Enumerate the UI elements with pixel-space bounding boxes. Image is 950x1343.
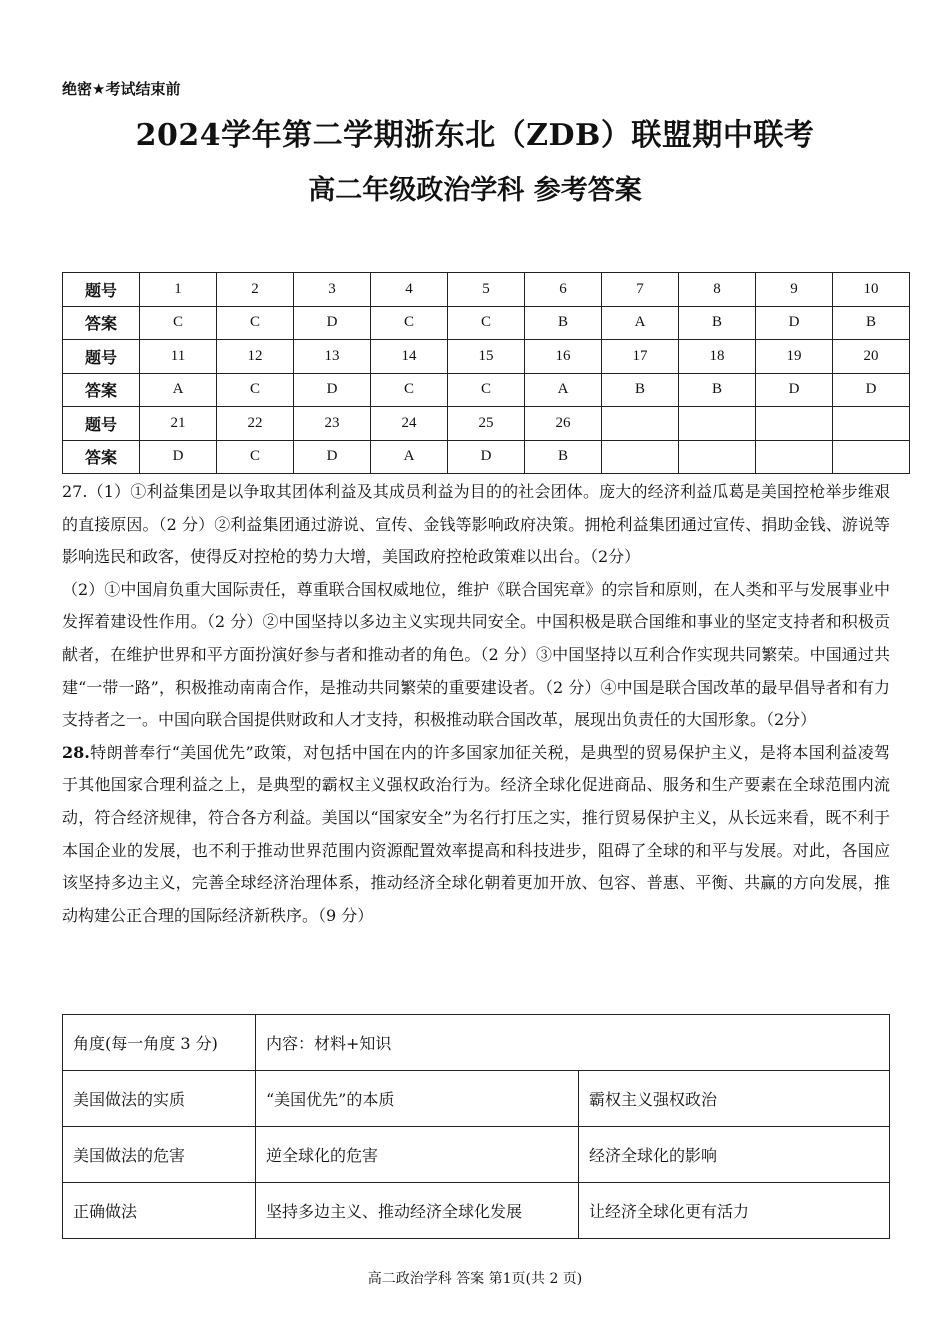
answer-cell: D xyxy=(294,440,371,474)
answer-cell: C xyxy=(217,373,294,407)
scoring-knowledge: 经济全球化的影响 xyxy=(579,1127,890,1183)
answer-cell: B xyxy=(602,373,679,407)
scoring-angle: 正确做法 xyxy=(63,1183,256,1239)
page-footer: 高二政治学科 答案 第1页(共 2 页) xyxy=(367,1271,583,1287)
question-number-cell: 22 xyxy=(217,407,294,441)
question-number-cell: 25 xyxy=(448,407,525,441)
answer-cell: C xyxy=(371,306,448,340)
question-number-cell xyxy=(756,407,833,441)
question-number-cell: 16 xyxy=(525,340,602,374)
question-number-cell: 2 xyxy=(217,273,294,307)
question-number-cell: 4 xyxy=(371,273,448,307)
question-number-cell: 12 xyxy=(217,340,294,374)
answer-cell: A xyxy=(140,373,217,407)
question-number-cell: 13 xyxy=(294,340,371,374)
answer-cell: B xyxy=(525,440,602,474)
scoring-material: “美国优先”的本质 xyxy=(256,1071,579,1127)
answer-cell: C xyxy=(448,373,525,407)
scoring-material: 逆全球化的危害 xyxy=(256,1127,579,1183)
answer-cell: D xyxy=(448,440,525,474)
exam-subtitle: 高二年级政治学科 参考答案 xyxy=(308,175,642,206)
question-number-cell: 7 xyxy=(602,273,679,307)
answer-row xyxy=(63,373,910,407)
answer-cell: D xyxy=(140,440,217,474)
answer-cell: C xyxy=(217,440,294,474)
answer-cell xyxy=(602,440,679,474)
question-number-cell xyxy=(679,407,756,441)
question-number-label: 题号 xyxy=(63,340,140,374)
question-number-cell: 1 xyxy=(140,273,217,307)
question-number-cell: 3 xyxy=(294,273,371,307)
question-number-row xyxy=(63,273,910,307)
scoring-knowledge: 让经济全球化更有活力 xyxy=(579,1183,890,1239)
question-number-cell: 20 xyxy=(833,340,910,374)
table-row xyxy=(63,1071,890,1127)
answer-cell: D xyxy=(756,373,833,407)
answer-cell xyxy=(679,440,756,474)
answer-label: 答案 xyxy=(63,306,140,340)
q28-text: 特朗普奉行“美国优先”政策，对包括中国在内的许多国家加征关税，是典型的贸易保护主义，是将本国利益凌驾于其他国家合理利益之上，是典型的霸权主义强权政治行为。经济全球化促进商品、服务和生产要素在全球范围内流动，符合经济规律，符合各方利益。美国以“国家安全”为名行打压之实，推行贸易保护主义，从长远来看，既不利于本国企业的发展，也不利于推动世界范围内资源配置效率提高和科技进步，阻碍了全球的和平与发展。对此，各国应该坚持多边主义，完善全球经济治理体系，推动经济全球化朝着更加开放、包容、普惠、平衡、共赢的方向发展，推动构建公正合理的国际经济新秩序。（9 分） xyxy=(62,742,890,925)
scoring-material: 坚持多边主义、推动经济全球化发展 xyxy=(256,1183,579,1239)
question-number-row xyxy=(63,340,910,374)
answer-cell: C xyxy=(217,306,294,340)
question-number-cell: 15 xyxy=(448,340,525,374)
answer-cell xyxy=(833,440,910,474)
answer-label: 答案 xyxy=(63,373,140,407)
answer-label: 答案 xyxy=(63,440,140,474)
scoring-header-content: 内容：材料+知识 xyxy=(256,1015,890,1071)
question-number-label: 题号 xyxy=(63,273,140,307)
answer-cell: D xyxy=(294,306,371,340)
question-number-cell: 21 xyxy=(140,407,217,441)
confidential-label: 绝密★考试结束前 xyxy=(62,80,181,98)
answer-cell: C xyxy=(371,373,448,407)
answer-row xyxy=(63,440,910,474)
table-row xyxy=(63,1183,890,1239)
answer-row xyxy=(63,306,910,340)
answer-cell: D xyxy=(833,373,910,407)
answer-cell: D xyxy=(756,306,833,340)
question-number-label: 题号 xyxy=(63,407,140,441)
scoring-angle: 美国做法的实质 xyxy=(63,1071,256,1127)
question-number-cell: 19 xyxy=(756,340,833,374)
question-number-cell: 9 xyxy=(756,273,833,307)
question-27 xyxy=(62,476,890,932)
question-number-cell: 14 xyxy=(371,340,448,374)
exam-title: 2024学年第二学期浙东北（ZDB）联盟期中联考 xyxy=(135,118,815,153)
q28-number: 28. xyxy=(62,742,90,762)
answer-cell: B xyxy=(679,306,756,340)
scoring-header-angle: 角度(每一角度 3 分) xyxy=(63,1015,256,1071)
answer-table xyxy=(62,272,910,474)
scoring-header-row xyxy=(63,1015,890,1071)
question-number-cell: 24 xyxy=(371,407,448,441)
answer-cell: A xyxy=(371,440,448,474)
question-number-cell: 26 xyxy=(525,407,602,441)
question-number-cell: 18 xyxy=(679,340,756,374)
question-number-cell: 23 xyxy=(294,407,371,441)
scoring-table xyxy=(62,1014,890,1239)
table-row xyxy=(63,1127,890,1183)
answer-cell: D xyxy=(294,373,371,407)
answer-cell: B xyxy=(679,373,756,407)
answer-cell xyxy=(756,440,833,474)
answer-cell: A xyxy=(525,373,602,407)
question-number-cell xyxy=(602,407,679,441)
question-number-cell: 6 xyxy=(525,273,602,307)
answer-cell: B xyxy=(833,306,910,340)
answer-cell: A xyxy=(602,306,679,340)
question-number-cell: 10 xyxy=(833,273,910,307)
question-number-cell: 17 xyxy=(602,340,679,374)
answer-cell: B xyxy=(525,306,602,340)
question-number-cell xyxy=(833,407,910,441)
question-number-row xyxy=(63,407,910,441)
scoring-knowledge: 霸权主义强权政治 xyxy=(579,1071,890,1127)
answer-cell: C xyxy=(448,306,525,340)
q27-part2: （2）①中国肩负重大国际责任，尊重联合国权威地位，维护《联合国宪章》的宗旨和原则，在人类和平与发展事业中发挥着建设性作用。（2 分）②中国坚持以多边主义实现共同安全。中国积极是联合国维和事业的坚定支持者和积极贡献者，在维护世界和平方面扮演好参与者和推动者的角色。（2 分）③中国坚持以互利合作实现共同繁荣。中国通过共建“一带一路”，积极推动南南合作，是推动共同繁荣的重要建设者。（2 分）④中国是联合国改革的最早倡导者和有力支持者之一。中国向联合国提供财政和人才支持，积极推动联合国改革，展现出负责任的大国形象。（2分） xyxy=(62,579,890,730)
question-number-cell: 11 xyxy=(140,340,217,374)
scoring-angle: 美国做法的危害 xyxy=(63,1127,256,1183)
question-number-cell: 5 xyxy=(448,273,525,307)
q27-part1: 27.（1）①利益集团是以争取其团体利益及其成员利益为目的的社会团体。庞大的经济利益瓜葛是美国控枪举步维艰的直接原因。（2 分）②利益集团通过游说、宣传、金钱等影响政府决策。拥枪利益集团通过宣传、捐助金钱、游说等影响选民和政客，使得反对控枪的势力大增，美国政府控枪政策难以出台。（2分） xyxy=(62,482,890,567)
question-28 xyxy=(62,737,890,933)
answer-cell: C xyxy=(140,306,217,340)
question-number-cell: 8 xyxy=(679,273,756,307)
